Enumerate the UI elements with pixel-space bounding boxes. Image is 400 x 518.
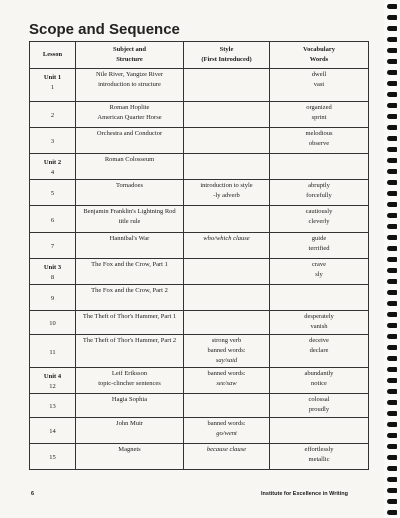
lesson-number: 5: [50, 190, 55, 197]
table-row: [30, 233, 369, 259]
spiral-coil: [387, 422, 397, 427]
lesson-cell: [30, 233, 76, 259]
vocab-cell: [270, 69, 369, 102]
vocab-cell: [270, 233, 369, 259]
lesson-number: 11: [49, 348, 56, 356]
spiral-coil: [387, 26, 397, 31]
table-row: [30, 69, 369, 102]
spiral-coil: [387, 268, 397, 273]
vocab-cell: [270, 335, 369, 368]
style-line: who/which clause: [203, 235, 250, 242]
table-row: [30, 154, 369, 180]
spiral-coil: [387, 224, 397, 229]
vocab-word: forcefully: [306, 192, 332, 199]
spiral-coil: [387, 334, 397, 339]
spiral-coil: [387, 15, 397, 20]
subject-cell: [76, 233, 184, 259]
subject-cell: [76, 154, 184, 180]
col-header-subject: Subject and Structure: [76, 42, 184, 69]
spiral-coil: [387, 499, 397, 504]
subject-line: introduction to structure: [98, 81, 161, 88]
vocab-word: guide: [311, 235, 327, 242]
lesson-number: 2: [50, 112, 55, 119]
subject-line: Roman Hoplite: [109, 104, 150, 111]
vocab-word: abruptly: [308, 182, 330, 189]
vocab-cell: [270, 180, 369, 206]
lesson-number: 13: [49, 403, 56, 410]
spiral-coil: [387, 345, 397, 350]
style-cell: [184, 285, 270, 311]
style-line: go/went: [216, 430, 237, 437]
lesson-cell: [30, 335, 76, 368]
lesson-number: 4: [50, 169, 55, 176]
lesson-cell: [30, 206, 76, 233]
style-cell: [184, 368, 270, 394]
vocab-word: observe: [308, 140, 330, 147]
table-row: [30, 368, 369, 394]
vocab-word: terrified: [308, 245, 330, 252]
spiral-coil: [387, 169, 397, 174]
spiral-coil: [387, 180, 397, 185]
spiral-coil: [387, 70, 397, 75]
table-row: [30, 102, 369, 128]
lesson-cell: [30, 102, 76, 128]
style-line: say/said: [215, 357, 238, 364]
spiral-coil: [387, 114, 397, 119]
style-cell: [184, 259, 270, 285]
vocab-word: dwell: [311, 71, 327, 78]
col-header-lesson: Lesson: [30, 42, 76, 69]
subject-line: topic-clincher sentences: [98, 380, 161, 387]
table-row: [30, 259, 369, 285]
subject-line: The Theft of Thor's Hammer, Part 2: [82, 337, 177, 344]
table-row: [30, 206, 369, 233]
style-line: banned words:: [207, 420, 246, 427]
spiral-coil: [387, 235, 397, 240]
subject-line: The Theft of Thor's Hammer, Part 1: [82, 313, 177, 320]
spiral-coil: [387, 279, 397, 284]
subject-cell: [76, 444, 184, 470]
table-row: [30, 444, 369, 470]
spiral-coil: [387, 59, 397, 64]
lesson-number: 8: [50, 274, 55, 281]
subject-cell: [76, 128, 184, 154]
vocab-word: sly: [315, 271, 323, 278]
spiral-coil: [387, 202, 397, 207]
lesson-cell: [30, 394, 76, 418]
col-header-style: Style (First Introduced): [184, 42, 270, 69]
style-cell: [184, 394, 270, 418]
subject-line: Nile River, Yangtze River: [95, 71, 164, 78]
table-header-row: [30, 42, 369, 69]
subject-line: Roman Colosseum: [104, 156, 155, 163]
style-cell: [184, 69, 270, 102]
spiral-coil: [387, 48, 397, 53]
spiral-coil: [387, 92, 397, 97]
spiral-coil: [387, 125, 397, 130]
lesson-cell: [30, 285, 76, 311]
spiral-coil: [387, 378, 397, 383]
spiral-coil: [387, 389, 397, 394]
subject-cell: [76, 69, 184, 102]
subject-cell: [76, 102, 184, 128]
vocab-word: desperately: [304, 313, 334, 320]
subject-line: Benjamin Franklin's Lightning Rod: [83, 208, 176, 215]
subject-cell: [76, 418, 184, 444]
spiral-coil: [387, 433, 397, 438]
subject-line: The Fox and the Crow, Part 1: [91, 261, 168, 268]
lesson-cell: [30, 180, 76, 206]
vocab-word: abundantly: [304, 370, 334, 377]
col-header-vocabulary: Vocabulary Words: [270, 42, 369, 69]
subject-cell: [76, 368, 184, 394]
subject-cell: [76, 285, 184, 311]
vocab-cell: [270, 394, 369, 418]
vocab-word: cleverly: [308, 218, 330, 225]
vocab-word: declare: [309, 347, 329, 354]
vocab-cell: [270, 206, 369, 233]
vocab-word: effortlessly: [304, 446, 334, 453]
spiral-coil: [387, 158, 397, 163]
spiral-coil: [387, 488, 397, 493]
style-cell: [184, 311, 270, 335]
style-cell: [184, 102, 270, 128]
unit-label: Unit 1: [43, 74, 62, 81]
spiral-coil: [387, 455, 397, 460]
vocab-cell: [270, 259, 369, 285]
lesson-cell: [30, 69, 76, 102]
lesson-cell: [30, 311, 76, 335]
table-body: [30, 69, 369, 470]
style-cell: [184, 180, 270, 206]
spiral-coil: [387, 411, 397, 416]
style-cell: [184, 206, 270, 233]
table-row: [30, 311, 369, 335]
lesson-number: 14: [49, 428, 56, 435]
spiral-coil: [387, 466, 397, 471]
subject-line: Leif Eriksson: [111, 370, 148, 377]
style-cell: [184, 128, 270, 154]
subject-cell: [76, 311, 184, 335]
style-cell: [184, 444, 270, 470]
lesson-number: 12: [49, 383, 56, 390]
publisher-footer: Institute for Excellence in Writing: [261, 491, 348, 497]
spiral-coil: [387, 4, 397, 9]
spiral-coil: [387, 400, 397, 405]
vocab-word: sprint: [311, 114, 327, 121]
vocab-word: organized: [306, 104, 332, 111]
table-row: [30, 180, 369, 206]
spiral-coil: [387, 312, 397, 317]
vocab-word: deceive: [309, 337, 329, 344]
table-row: [30, 335, 369, 368]
spiral-coil: [387, 477, 397, 482]
lesson-number: 15: [49, 454, 56, 461]
page-number: 6: [31, 491, 35, 497]
lesson-cell: [30, 368, 76, 394]
lesson-cell: [30, 418, 76, 444]
subject-cell: [76, 335, 184, 368]
style-line: introduction to style: [200, 182, 253, 189]
spiral-coil: [387, 367, 397, 372]
spiral-coil: [387, 213, 397, 218]
vocab-cell: [270, 444, 369, 470]
spiral-coil: [387, 191, 397, 196]
lesson-number: 6: [50, 216, 55, 224]
subject-cell: [76, 180, 184, 206]
spiral-coil: [387, 257, 397, 262]
subject-line: The Fox and the Crow, Part 2: [91, 287, 168, 294]
vocab-cell: [270, 102, 369, 128]
vocab-word: colossal: [308, 396, 330, 403]
lesson-number: 1: [50, 84, 55, 91]
style-cell: [184, 233, 270, 259]
vocab-word: vast: [313, 81, 325, 88]
spiral-coil: [387, 81, 397, 86]
subject-cell: [76, 394, 184, 418]
subject-cell: [76, 206, 184, 233]
style-cell: [184, 335, 270, 368]
subject-line: Tornadoes: [116, 182, 143, 189]
table-row: [30, 394, 369, 418]
subject-line: title rule: [118, 218, 141, 225]
subject-line: Magnets: [118, 446, 141, 453]
style-line: because clause: [206, 446, 247, 453]
table-row: [30, 128, 369, 154]
vocab-word: melodious: [305, 130, 333, 137]
style-line: strong verb: [211, 337, 242, 344]
lesson-cell: [30, 154, 76, 180]
style-cell: [184, 418, 270, 444]
vocab-word: metallic: [308, 456, 330, 463]
lesson-cell: [30, 128, 76, 154]
spiral-coil: [387, 246, 397, 251]
spiral-coil: [387, 136, 397, 141]
vocab-word: proudly: [308, 406, 330, 413]
vocab-cell: [270, 311, 369, 335]
subject-line: Orchestra and Conductor: [96, 130, 163, 137]
subject-line: Hagia Sophia: [111, 396, 148, 403]
table-row: [30, 418, 369, 444]
style-line: see/saw: [216, 380, 237, 387]
spiral-coil: [387, 147, 397, 152]
lesson-number: 10: [49, 320, 56, 327]
spiral-coil: [387, 444, 397, 449]
style-line: -ly adverb: [213, 192, 240, 199]
spiral-coil: [387, 356, 397, 361]
style-cell: [184, 154, 270, 180]
subject-line: Hannibal's War: [109, 235, 150, 242]
subject-cell: [76, 259, 184, 285]
vocab-cell: [270, 418, 369, 444]
lesson-number: 3: [50, 138, 55, 145]
subject-line: American Quarter Horse: [97, 114, 162, 121]
vocab-cell: [270, 128, 369, 154]
spiral-binding: [384, 0, 400, 518]
style-line: banned words:: [207, 370, 246, 377]
spiral-coil: [387, 301, 397, 306]
subject-line: John Muir: [116, 420, 143, 427]
lesson-cell: [30, 444, 76, 470]
page-title: Scope and Sequence: [29, 21, 180, 38]
style-line: banned words:: [207, 347, 246, 354]
unit-label: Unit 3: [43, 264, 62, 271]
unit-label: Unit 4: [43, 373, 62, 380]
lesson-cell: [30, 259, 76, 285]
spiral-coil: [387, 323, 397, 328]
vocab-cell: [270, 368, 369, 394]
spiral-coil: [387, 290, 397, 295]
lesson-number: 9: [50, 295, 55, 302]
vocab-cell: [270, 154, 369, 180]
vocab-cell: [270, 285, 369, 311]
vocab-word: cautiously: [305, 208, 333, 215]
vocab-word: vanish: [310, 323, 328, 330]
spiral-coil: [387, 510, 397, 515]
scope-sequence-table: [29, 41, 369, 470]
table-row: [30, 285, 369, 311]
vocab-word: notice: [311, 380, 327, 387]
unit-label: Unit 2: [43, 159, 62, 166]
spiral-coil: [387, 37, 397, 42]
spiral-coil: [387, 103, 397, 108]
lesson-number: 7: [50, 243, 55, 250]
vocab-word: crave: [311, 261, 327, 268]
